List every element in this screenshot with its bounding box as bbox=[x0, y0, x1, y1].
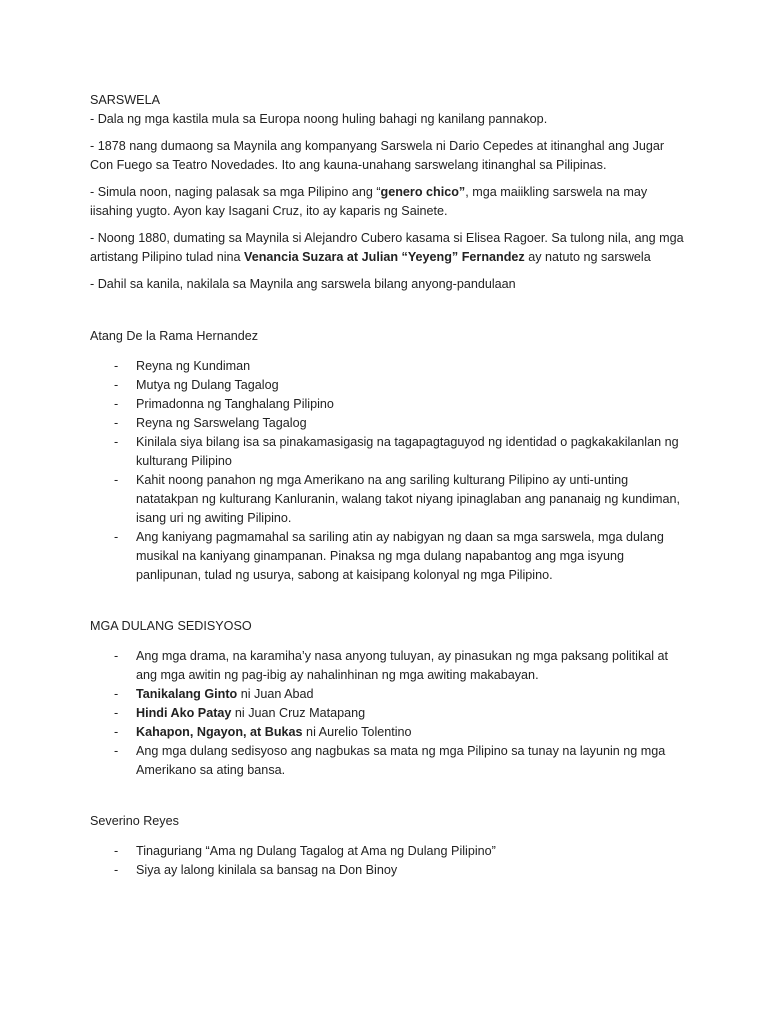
severino-list bbox=[90, 842, 690, 880]
list-item-text: Reyna ng Kundiman bbox=[136, 359, 251, 373]
bullet-dash: - bbox=[114, 706, 119, 720]
list-item-text: Ang kaniyang pagmamahal sa sariling atin ay nabigyan ng daan sa mga sarswela, mga dulang musikal na kaniyang ginampanan. Pinaksa ng mga dulang napabantog ang mga isyung panlipunan, tulad ng usurya, sabong at kaisipang kolonyal ng mga Pilipino. bbox=[136, 530, 664, 582]
bullet-dash: - bbox=[114, 863, 119, 877]
list-item bbox=[90, 395, 690, 414]
sarswela-paragraph-2: - 1878 nang dumaong sa Maynila ang kompanyang Sarswela ni Dario Cepedes at itinanghal ang Jugar Con Fuego sa Teatro Novedades. Ito ang kauna-unahang sarswelang itinanghal sa Pilipinas. bbox=[90, 139, 665, 172]
bullet-dash: - bbox=[114, 416, 119, 430]
sarswela-paragraph-1: - Dala ng mga kastila mula sa Europa noong huling bahagi ng kanilang pannakop. bbox=[90, 112, 548, 126]
list-item bbox=[90, 742, 690, 780]
document-page bbox=[90, 91, 690, 880]
list-item-text: Primadonna ng Tanghalang Pilipino bbox=[136, 397, 334, 411]
list-item-text: Reyna ng Sarswelang Tagalog bbox=[136, 416, 307, 430]
text-run: ay natuto ng sarswela bbox=[524, 250, 651, 264]
play-title: Hindi Ako Patay bbox=[136, 706, 232, 720]
list-item bbox=[90, 861, 690, 880]
heading-severino-reyes: Severino Reyes bbox=[90, 814, 179, 828]
text-run-emphasis: genero chico” bbox=[380, 185, 466, 199]
list-item bbox=[90, 528, 690, 585]
sarswela-paragraph-5: - Dahil sa kanila, nakilala sa Maynila ang sarswela bilang anyong-pandulaan bbox=[90, 277, 516, 291]
text-run-bold: Venancia Suzara at Julian “Yeyeng” Fernandez bbox=[244, 250, 525, 264]
bullet-dash: - bbox=[114, 397, 119, 411]
section-sarswela bbox=[90, 91, 690, 294]
list-item bbox=[90, 376, 690, 395]
list-item bbox=[90, 433, 690, 471]
bullet-dash: - bbox=[114, 649, 119, 663]
section-dulang-sedisyoso bbox=[90, 617, 690, 780]
list-item-text: Kinilala siya bilang isa sa pinakamasigasig na tagapagtaguyod ng identidad o pagkakakilanlan ng kulturang Pilipino bbox=[136, 435, 679, 468]
text-run: , mga maiikling sarswela na may iisahing yugto. Ayon kay Isagani Cruz, ito ay kaparis ng Sainete. bbox=[90, 185, 648, 218]
bullet-dash: - bbox=[114, 435, 119, 449]
sarswela-paragraph-4 bbox=[90, 229, 690, 267]
bullet-dash: - bbox=[114, 530, 119, 544]
sarswela-paragraph-3 bbox=[90, 183, 690, 221]
list-item bbox=[90, 414, 690, 433]
play-author: ni Aurelio Tolentino bbox=[302, 725, 412, 739]
bullet-dash: - bbox=[114, 725, 119, 739]
heading-dulang-sedisyoso: MGA DULANG SEDISYOSO bbox=[90, 619, 252, 633]
list-item bbox=[90, 704, 690, 723]
dulang-list bbox=[90, 647, 690, 780]
section-atang bbox=[90, 327, 690, 585]
list-item-text: Siya ay lalong kinilala sa bansag na Don Binoy bbox=[136, 863, 398, 877]
list-item bbox=[90, 842, 690, 861]
bullet-dash: - bbox=[114, 473, 119, 487]
heading-sarswela: SARSWELA bbox=[90, 93, 160, 107]
play-title: Tanikalang Ginto bbox=[136, 687, 238, 701]
list-item bbox=[90, 685, 690, 704]
text-run: - Simula noon, naging palasak sa mga Pilipino ang “ bbox=[90, 185, 381, 199]
list-item bbox=[90, 471, 690, 528]
section-severino-reyes bbox=[90, 812, 690, 880]
play-author: ni Juan Abad bbox=[237, 687, 314, 701]
list-item-text: Kahit noong panahon ng mga Amerikano na ang sariling kulturang Pilipino ay unti-unting natatakpan ng kulturang Kanluranin, walang takot niyang ipinaglaban ang pananaig ng kundiman, isang uri ng awiting Pilipino. bbox=[136, 473, 681, 525]
list-item bbox=[90, 357, 690, 376]
list-item bbox=[90, 647, 690, 685]
list-item bbox=[90, 723, 690, 742]
list-item-text: Ang mga dulang sedisyoso ang nagbukas sa mata ng mga Pilipino sa tunay na layunin ng mga Amerikano sa ating bansa. bbox=[136, 744, 666, 777]
atang-list bbox=[90, 357, 690, 585]
heading-atang: Atang De la Rama Hernandez bbox=[90, 329, 259, 343]
bullet-dash: - bbox=[114, 844, 119, 858]
play-title: Kahapon, Ngayon, at Bukas bbox=[136, 725, 303, 739]
bullet-dash: - bbox=[114, 359, 119, 373]
bullet-dash: - bbox=[114, 687, 119, 701]
bullet-dash: - bbox=[114, 378, 119, 392]
list-item-text: Tinaguriang “Ama ng Dulang Tagalog at Ama ng Dulang Pilipino” bbox=[136, 844, 496, 858]
bullet-dash: - bbox=[114, 744, 119, 758]
list-item-text: Ang mga drama, na karamiha’y nasa anyong tuluyan, ay pinasukan ng mga paksang politikal at ang mga awitin ng pag-ibig ay nahalinhinan ng mga awiting makabayan. bbox=[136, 649, 669, 682]
text-run: - Noong 1880, dumating sa Maynila si Alejandro Cubero kasama si Elisea Ragoer. Sa tulong nila, ang mga artistang Pilipino tulad nina bbox=[90, 231, 684, 264]
list-item-text: Mutya ng Dulang Tagalog bbox=[136, 378, 279, 392]
play-author: ni Juan Cruz Matapang bbox=[231, 706, 366, 720]
